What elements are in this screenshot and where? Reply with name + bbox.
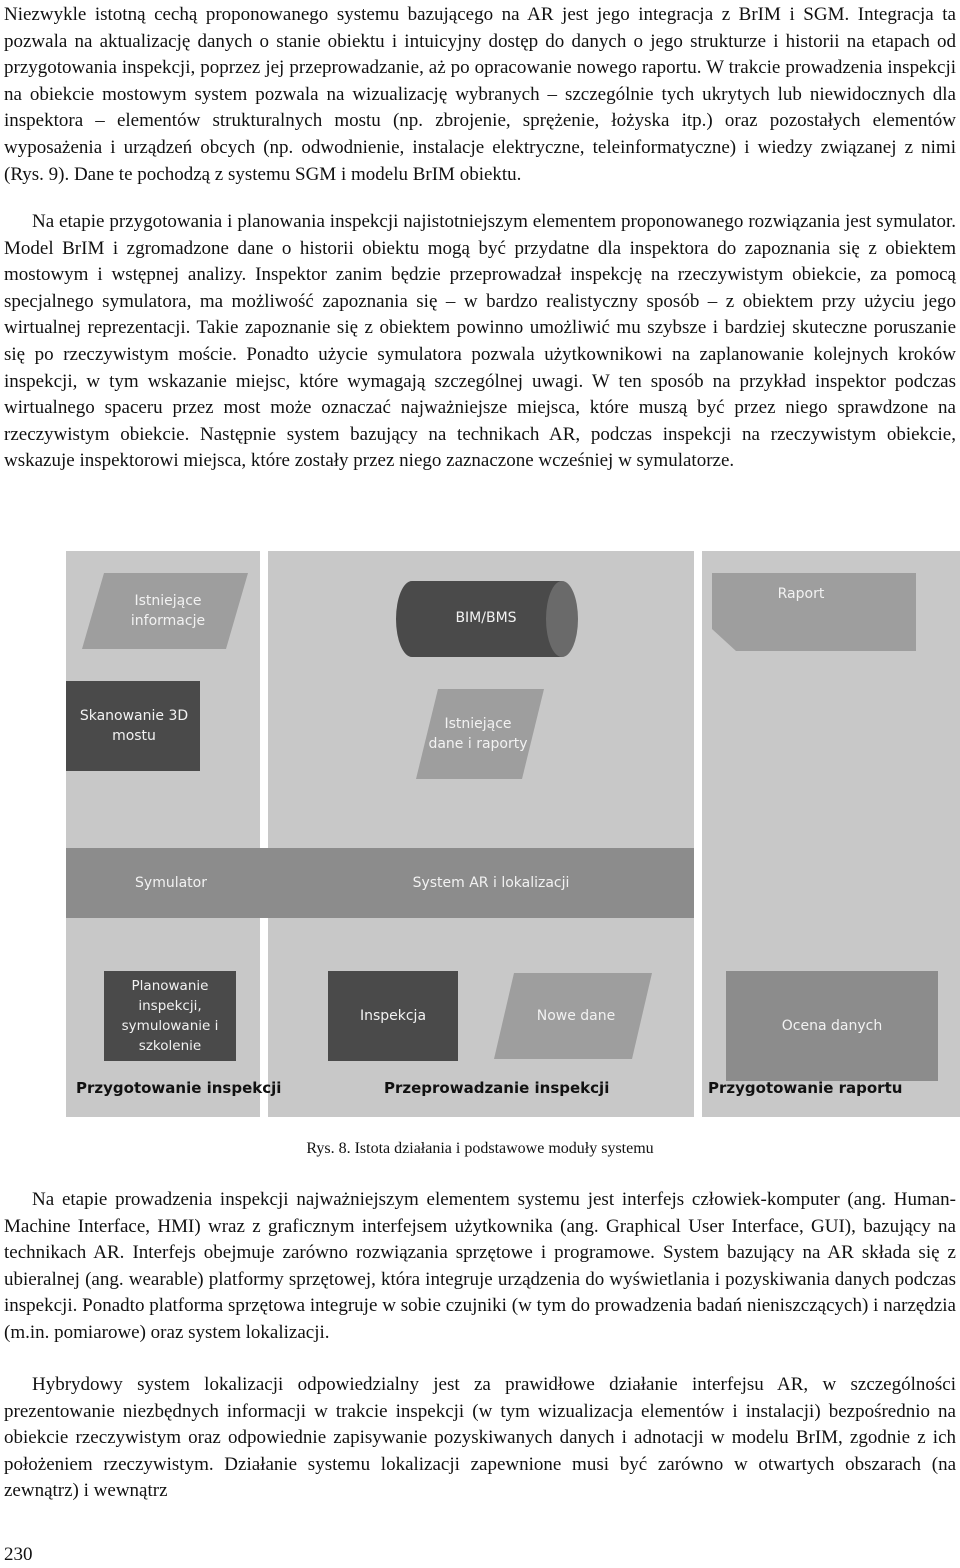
panel-label-exec: Przeprowadzanie inspekcji [384,1079,610,1097]
planning-label: Planowanie inspekcji, symulowanie i szkolenie [121,978,219,1054]
panel-label-prep: Przygotowanie inspekcji [76,1079,282,1097]
existing-data-label: Istniejące dane i raporty [428,716,528,752]
new-data-label: Nowe dane [536,1008,616,1024]
scan-3d-label: Skanowanie 3D mostu [79,708,189,744]
paragraph-4: Hybrydowy system lokalizacji odpowiedzialny jest za prawidłowe działanie interfejsu AR, w szczególności prezentowanie niezbędnych informacji w trakcie inspekcji (w tym wizualizacja elementów i instalacji) bezpośrednio na obiekcie rzeczywistym oraz odpowiednie zapisywanie pozyskiwanych danych i adnotacji w modelu BrIM, zgodnie z ich położeniem rzeczywistym. Działanie systemu lokalizacji zapewnione musi być zarówno w otwartych obszarach (na zewnątrz) i wewnątrz [4,1374,956,1502]
system-diagram [66,551,960,1117]
simulator-label: Symulator [135,875,207,891]
paragraph-2: Na etapie przygotowania i planowania inspekcji najistotniejszym elementem proponowanego rozwiązania jest symulator. Model BrIM i zgromadzone dane o historii obiektu mogą być przydatne dla inspektora do zapoznania się z obiektem mostowym i wstępnej analizy. Inspektor zanim będzie przeprowadzał inspekcję na rzeczywistym obiekcie, za pomocą specjalnego symulatora, ma możliwość zapoznania się – w bardzo realistyczny sposób – z obiektem przy użyciu jego wirtualnej reprezentacji. Takie zapoznanie się z obiektem powinno umożliwić mu szybsze i bardziej skuteczne poruszanie się po rzeczywistym moście. Ponadto użycie symulatora pozwala użytkownikowi na zaplanowanie kolejnych kroków inspekcji, w tym wskazanie miejsc, które wymagają szczególnej uwagi. W ten sposób na przykład inspektor podczas wirtualnego spaceru przez most może oznaczać najważniejsze miejsca, które muszą być przez niego sprawdzone na rzeczywistym obiekcie. Następnie system bazujący na technikach AR, podczas inspekcji na rzeczywistym obiekcie, wskazuje inspektorowi miejsca, które zostały przez niego zaznaczone wcześniej w symulatorze. [4,211,956,472]
paragraph-1: Niezwykle istotną cechą proponowanego systemu bazującego na AR jest jego integracja z BrIM i SGM. Integracja ta pozwala na aktualizację danych o stanie obiektu i intuicyjny dostęp do danych o jego strukturze i historii na etapach od przygotowania inspekcji, poprzez jej przeprowadzanie, aż po opracowanie nowego raportu. W trakcie prowadzenia inspekcji na obiekcie mostowym system pozwala na wizualizację wybranych – szczególnie tych ukrytych lub niewidocznych dla inspektora – elementów strukturalnych mostu (np. zbrojenie, sprężenie, łożyska itp.) oraz pozostałych elementów wyposażenia i urządzeń obcych (np. odwodnienie, instalacje elektryczne, teleinformatyczne) i wiedzy związanej z nimi (Rys. 9). Dane te pochodzą z systemu SGM i modelu BrIM obiektu. [4,4,956,185]
paragraph-3: Na etapie prowadzenia inspekcji najważniejszym elementem systemu jest interfejs człowiek-komputer (ang. Human-Machine Interface, HMI) wraz z graficznym interfejsem użytkownika (ang. Graphical User Interface, GUI), bazujący na technikach AR. Interfejs obejmuje zarówno rozwiązania sprzętowe i programowe. System bazujący na AR składa się z ubieralnej (ang. wearable) platformy sprzętowej, która integruje urządzenia do wyświetlania i pozyskiwania danych podczas inspekcji. Ponadto platforma sprzętowa integruje w sobie czujniki (w tym do prowadzenia badań nieniszczących) i narzędzia (m.in. pomiarowe) oraz system lokalizacji. [4,1189,956,1343]
inspection-label: Inspekcja [359,1008,427,1024]
data-eval-label: Ocena danych [781,1018,883,1034]
existing-info-label: Istniejące informacje [130,593,206,629]
page-number: 230 [4,1544,33,1565]
figure-caption: Rys. 8. Istota działania i podstawowe moduły systemu [306,1140,654,1157]
ar-system-label: System AR i lokalizacji [412,875,570,891]
panel-label-report: Przygotowanie raportu [708,1079,903,1097]
bim-bms-label: BIM/BMS [455,610,517,626]
report-label: Raport [777,586,825,602]
